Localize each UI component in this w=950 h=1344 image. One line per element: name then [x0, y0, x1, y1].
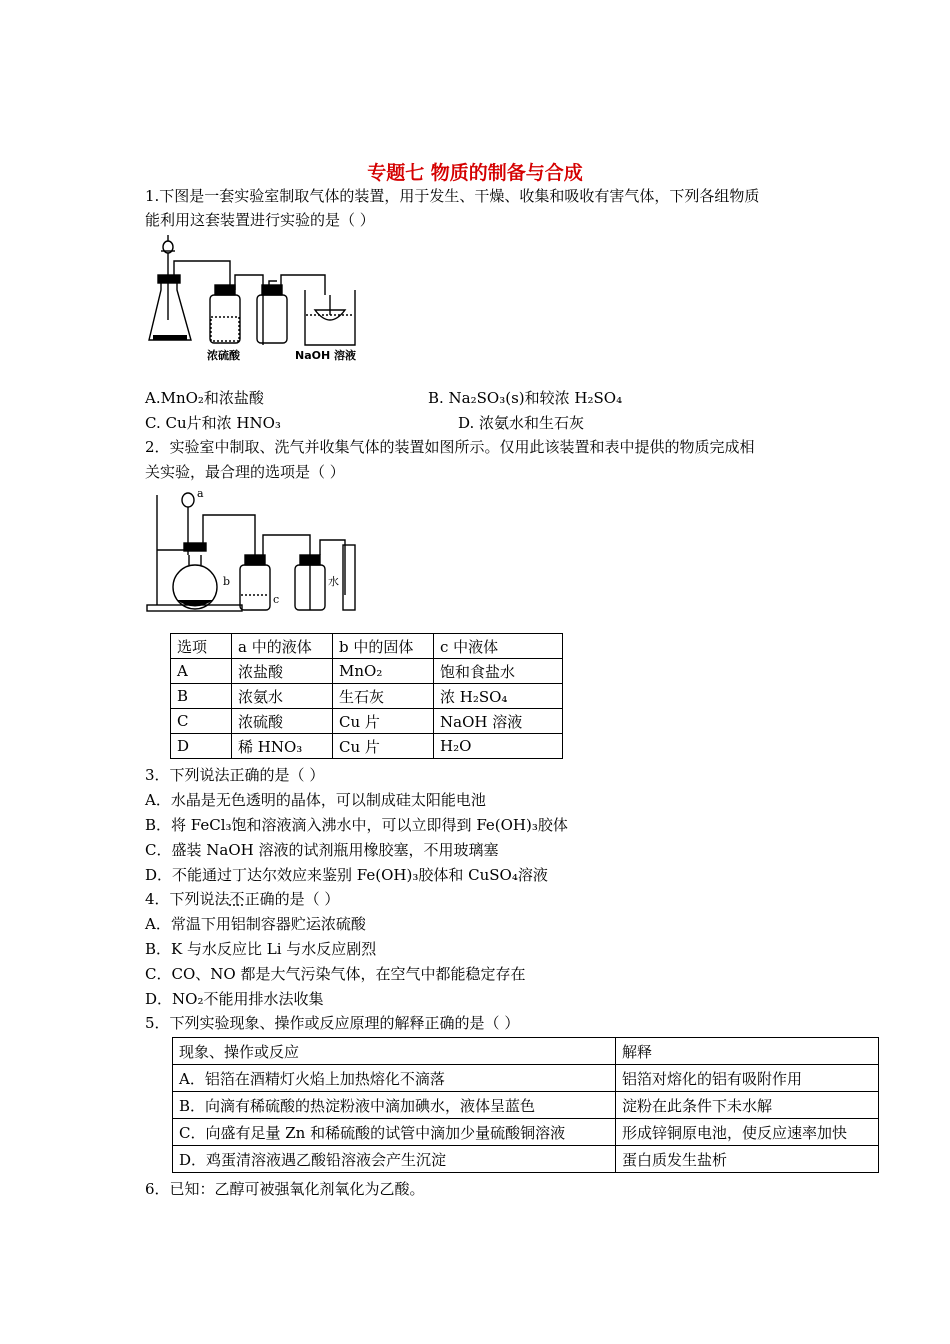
table-cell: 生石灰 — [333, 684, 434, 709]
q4-option-d: D．NO₂不能用排水法收集 — [145, 990, 324, 1008]
q3-option-c: C．盛装 NaOH 溶液的试剂瓶用橡胶塞，不用玻璃塞 — [145, 841, 499, 859]
q4-stem-pre: 4．下列说法 — [145, 890, 230, 908]
q1-option-b: B. Na₂SO₃(s)和较浓 H₂SO₄ — [428, 389, 623, 407]
table-cell: MnO₂ — [333, 659, 434, 684]
q4-option-c: C．CO、NO 都是大气污染气体，在空气中都能稳定存在 — [145, 965, 526, 983]
table-cell: D — [171, 734, 232, 759]
q2-stem-line2: 关实验，最合理的选项是（ ） — [145, 463, 345, 481]
q5-stem: 5．下列实验现象、操作或反应原理的解释正确的是（ ） — [145, 1014, 520, 1032]
q1-option-a: A.MnO₂和浓盐酸 — [145, 389, 264, 407]
q3-option-d: D．不能通过丁达尔效应来鉴别 Fe(OH)₃胶体和 CuSO₄溶液 — [145, 866, 548, 884]
q1-stem-line1: 1.下图是一套实验室制取气体的装置，用于发生、干燥、收集和吸收有害气体，下列各组物质 — [145, 187, 760, 205]
table-row — [171, 709, 563, 734]
table-cell: 铝箔对熔化的铝有吸附作用 — [616, 1065, 879, 1092]
table-cell: C — [171, 709, 232, 734]
table-cell: H₂O — [434, 734, 563, 759]
table-header-cell: 解释 — [616, 1038, 879, 1065]
table-header-cell: 现象、操作或反应 — [173, 1038, 616, 1065]
q4-option-a: A．常温下用铝制容器贮运浓硫酸 — [145, 915, 366, 933]
table-cell: 淀粉在此条件下未水解 — [616, 1092, 879, 1119]
q2-apparatus-figure — [145, 485, 365, 620]
q3-stem: 3．下列说法正确的是（ ） — [145, 766, 325, 784]
table-cell: A．铝箔在酒精灯火焰上加热熔化不滴落 — [173, 1065, 616, 1092]
table-cell: 浓氨水 — [232, 684, 333, 709]
table-header-cell: b 中的固体 — [333, 634, 434, 659]
page-title: 专题七 物质的制备与合成 — [367, 162, 583, 184]
table-cell: B．向滴有稀硫酸的热淀粉液中滴加碘水，液体呈蓝色 — [173, 1092, 616, 1119]
table-header-row — [171, 634, 563, 659]
table-cell: 蛋白质发生盐析 — [616, 1146, 879, 1173]
table-row — [171, 684, 563, 709]
q1-fig-label-naoh: NaOH 溶液 — [295, 349, 357, 362]
q2-fig-label-b: b — [223, 575, 231, 588]
q6-stem: 6．已知：乙醇可被强氧化剂氧化为乙酸。 — [145, 1180, 425, 1198]
q2-table — [170, 633, 563, 759]
table-cell: 稀 HNO₃ — [232, 734, 333, 759]
table-header-row — [173, 1038, 879, 1065]
table-cell: 浓盐酸 — [232, 659, 333, 684]
table-cell: 形成锌铜原电池，使反应速率加快 — [616, 1119, 879, 1146]
q2-fig-label-water: 水 — [328, 575, 339, 588]
q1-fig-label-acid: 浓硫酸 — [207, 349, 240, 362]
table-row — [171, 659, 563, 684]
table-cell: Cu 片 — [333, 734, 434, 759]
q1-option-c: C. Cu片和浓 HNO₃ — [145, 414, 281, 432]
q4-stem — [145, 888, 339, 910]
q2-fig-label-a: a — [197, 487, 204, 500]
table-cell: C．向盛有足量 Zn 和稀硫酸的试管中滴加少量硫酸铜溶液 — [173, 1119, 616, 1146]
table-row — [173, 1065, 879, 1092]
table-cell: B — [171, 684, 232, 709]
table-cell: A — [171, 659, 232, 684]
table-row — [173, 1146, 879, 1173]
table-cell: 浓硫酸 — [232, 709, 333, 734]
q5-table — [172, 1037, 879, 1173]
q3-option-a: A．水晶是无色透明的晶体，可以制成硅太阳能电池 — [145, 791, 486, 809]
table-row — [173, 1119, 879, 1146]
table-row — [171, 734, 563, 759]
table-cell: NaOH 溶液 — [434, 709, 563, 734]
q4-stem-emphasis: 不 — [229, 890, 245, 908]
q4-stem-post: 正确的是（ ） — [244, 890, 340, 908]
q3-option-b: B．将 FeCl₃饱和溶液滴入沸水中，可以立即得到 Fe(OH)₃胶体 — [145, 816, 568, 834]
q2-fig-label-c: c — [273, 593, 280, 606]
q4-option-b: B．K 与水反应比 Li 与水反应剧烈 — [145, 940, 377, 958]
table-header-cell: 选项 — [171, 634, 232, 659]
q1-option-d: D. 浓氨水和生石灰 — [458, 414, 585, 432]
q1-stem-line2: 能利用这套装置进行实验的是（ ） — [145, 211, 375, 229]
q2-stem-line1: 2．实验室中制取、洗气并收集气体的装置如图所示。仅用此该装置和表中提供的物质完成相 — [145, 438, 755, 456]
table-cell: Cu 片 — [333, 709, 434, 734]
table-cell: D．鸡蛋清溶液遇乙酸铅溶液会产生沉淀 — [173, 1146, 616, 1173]
table-cell: 浓 H₂SO₄ — [434, 684, 563, 709]
table-cell: 饱和食盐水 — [434, 659, 563, 684]
table-header-cell: a 中的液体 — [232, 634, 333, 659]
table-row — [173, 1092, 879, 1119]
table-header-cell: c 中液体 — [434, 634, 563, 659]
q1-apparatus-figure — [145, 235, 370, 365]
